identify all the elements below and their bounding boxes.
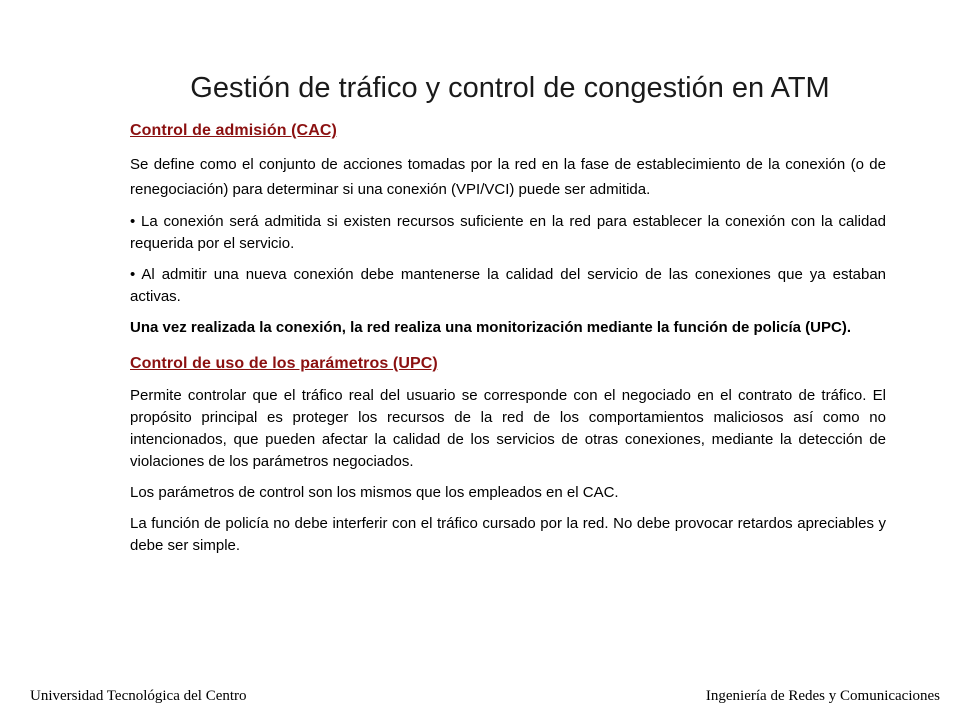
cac-monitoring-paragraph: Una vez realizada la conexión, la red realiza una monitorización mediante la función de policía (UPC). <box>130 319 852 336</box>
cac-definition-paragraph: Se define como el conjunto de acciones tomadas por la red en la fase de establecimiento de la conexión (o de renegociación) para determinar si una conexión (VPI/VCI) puede ser admitida. <box>130 156 886 198</box>
cac-bullet-resources: • La conexión será admitida si existen recursos suficiente en la red para establecer la conexión con la calidad requerida por el servicio. <box>130 213 886 252</box>
footer-course: Ingeniería de Redes y Comunicaciones <box>705 688 940 704</box>
upc-policing-paragraph: La función de policía no debe interferir con el tráfico cursado por la red. No debe provocar retardos apreciables y debe ser simple. <box>130 515 886 554</box>
footer-institution: Universidad Tecnológica del Centro <box>30 688 247 704</box>
slide-content <box>130 120 886 566</box>
section-heading-cac: Control de admisión (CAC) <box>130 122 337 139</box>
cac-bullet-quality: • Al admitir una nueva conexión debe mantenerse la calidad del servicio de las conexiones que ya estaban activas. <box>130 266 886 305</box>
section-heading-upc: Control de uso de los parámetros (UPC) <box>130 355 438 372</box>
slide-title: Gestión de tráfico y control de congestión en ATM <box>190 72 830 104</box>
upc-definition-paragraph: Permite controlar que el tráfico real del usuario se corresponde con el negociado en el contrato de tráfico. El propósito principal es proteger los recursos de la red de los comportamientos maliciosos así como no intencionados, que pueden afectar la calidad de los servicios de otras conexiones, mediante la detección de violaciones de los parámetros negociados. <box>130 387 886 470</box>
upc-parameters-paragraph: Los parámetros de control son los mismos que los empleados en el CAC. <box>130 484 619 501</box>
